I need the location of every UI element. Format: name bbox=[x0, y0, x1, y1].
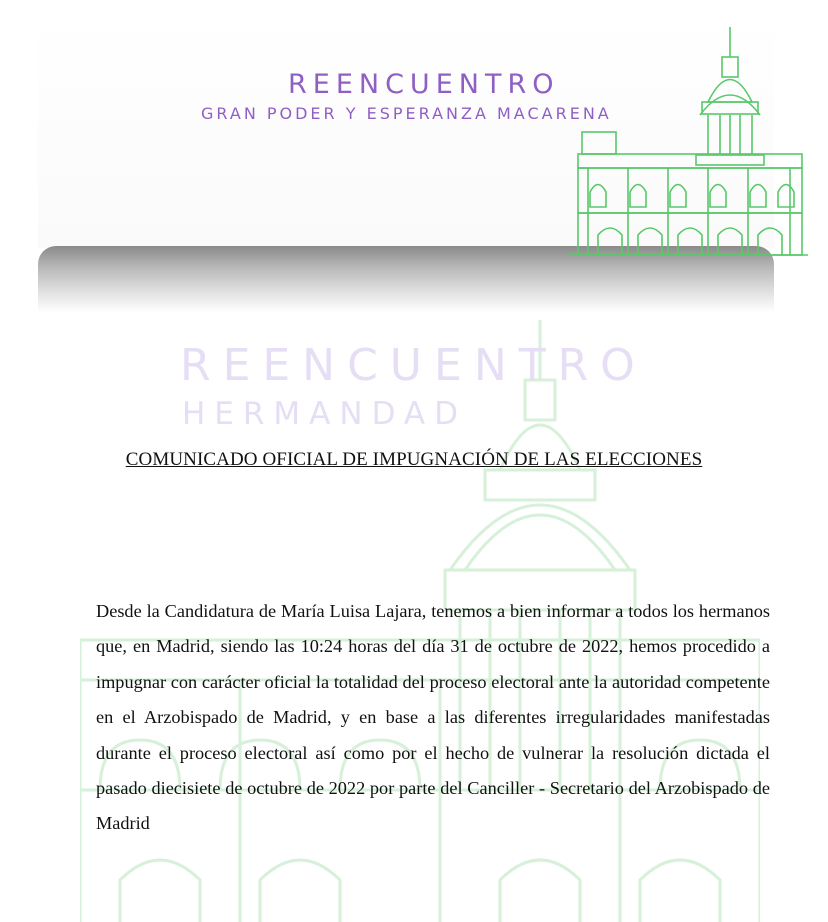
document-body: Desde la Candidatura de María Luisa Lajara, tenemos a bien informar a todos los hermanos que, en Madrid, siendo las 10:24 horas del día 31 de octubre de 2022, hemos procedido a impugnar con carácter oficial la totalidad del proceso electoral ante la autoridad competente en el Arzobispado de Madrid, y en base a las diferentes irregularidades manifestadas durante el proceso electoral así como por el hecho de vulnerar la resolución dictada el pasado diecisiete de octubre de 2022 por parte del Canciller - Secretario del Arzobispado de Madrid bbox=[96, 601, 770, 834]
cathedral-icon bbox=[568, 27, 808, 259]
watermark-title: REENCUENTRO bbox=[180, 340, 647, 391]
letterhead bbox=[38, 12, 774, 312]
document-title: COMUNICADO OFICIAL DE IMPUGNACIÓN DE LAS ELECCIONES bbox=[125, 449, 703, 470]
brand-title: REENCUENTRO bbox=[288, 69, 560, 100]
watermark-subtitle: HERMANDAD bbox=[182, 396, 467, 432]
brand-subtitle: GRAN PODER Y ESPERANZA MACARENA bbox=[201, 104, 612, 123]
